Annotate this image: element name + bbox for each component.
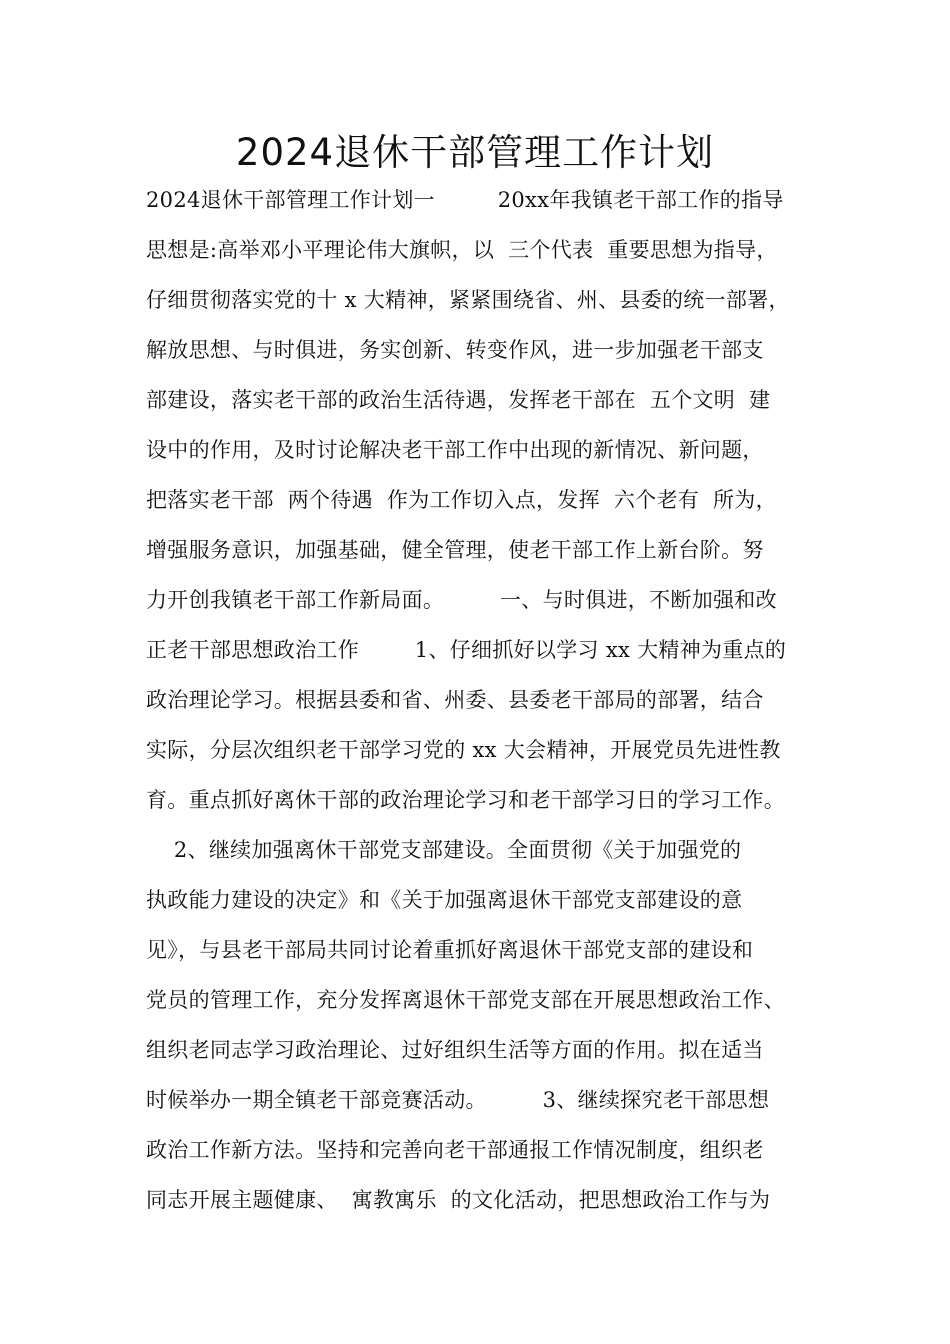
body-line: 政治工作新方法。坚持和完善向老干部通报工作情况制度，组织老 <box>146 1138 764 1162</box>
body-line: 时候举办一期全镇老干部竞赛活动。 3、继续探究老干部思想 <box>146 1088 770 1112</box>
body-line: 部建设，落实老干部的政治生活待遇，发挥老干部在 五个文明 建 <box>146 388 771 412</box>
body-line: 设中的作用，及时讨论解决老干部工作中出现的新情况、新问题， <box>146 438 764 462</box>
body-line: 同志开展主题健康、 寓教寓乐 的文化活动，把思想政治工作与为 <box>146 1188 771 1212</box>
body-line: 组织老同志学习政治理论、过好组织生活等方面的作用。拟在适当 <box>146 1038 764 1062</box>
body-line: 2、继续加强离休干部党支部建设。全面贯彻《关于加强党的 <box>146 838 742 862</box>
body-line: 党员的管理工作，充分发挥离退休干部党支部在开展思想政治工作、 <box>146 988 785 1012</box>
body-line: 力开创我镇老干部工作新局面。 一、与时俱进，不断加强和改 <box>146 588 777 612</box>
body-line: 执政能力建设的决定》和《关于加强离退休干部党支部建设的意 <box>146 888 743 912</box>
body-line: 解放思想、与时俱进，务实创新、转变作风，进一步加强老干部支 <box>146 338 764 362</box>
body-line: 政治理论学习。根据县委和省、州委、县委老干部局的部署，结合 <box>146 688 764 712</box>
document-title: 2024退休干部管理工作计划 <box>235 131 715 174</box>
body-line: 2024退休干部管理工作计划一 20xx年我镇老干部工作的指导 <box>146 188 784 212</box>
body-line: 育。重点抓好离休干部的政治理论学习和老干部学习日的学习工作。 <box>146 788 785 812</box>
body-line: 把落实老干部 两个待遇 作为工作切入点，发挥 六个老有 所为， <box>146 488 777 512</box>
body-line: 仔细贯彻落实党的十 x 大精神，紧紧围绕省、州、县委的统一部署， <box>146 288 790 312</box>
body-line: 正老干部思想政治工作 1、仔细抓好以学习 xx 大精神为重点的 <box>146 638 787 662</box>
body-line: 实际，分层次组织老干部学习党的 xx 大会精神，开展党员先进性教 <box>146 738 781 762</box>
body-line: 增强服务意识，加强基础，健全管理，使老干部工作上新台阶。努 <box>146 538 764 562</box>
body-line: 见》，与县老干部局共同讨论着重抓好离退休干部党支部的建设和 <box>146 938 754 962</box>
body-line: 思想是:高举邓小平理论伟大旗帜，以 三个代表 重要思想为指导， <box>146 238 778 262</box>
